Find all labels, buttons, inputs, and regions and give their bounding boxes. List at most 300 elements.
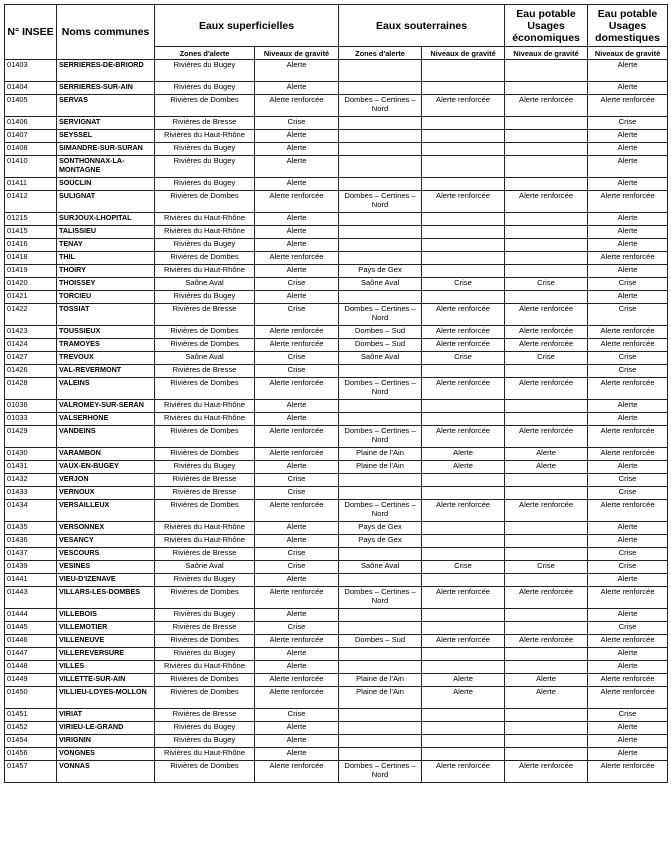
insee-cell: 01428 xyxy=(5,378,57,400)
zone-souterraine-cell: Saône Aval xyxy=(339,561,422,574)
table-row xyxy=(5,709,668,722)
niveau-economique-cell: Alerte renforcée xyxy=(505,500,588,522)
insee-cell: 01215 xyxy=(5,213,57,226)
niveau-souterraine-cell: Alerte renforcée xyxy=(422,761,505,783)
table-body xyxy=(5,60,668,783)
niveau-domestique-cell: Alerte xyxy=(588,82,668,95)
table-row xyxy=(5,400,668,413)
zone-superficielle-cell: Rivières de Dombes xyxy=(155,95,255,117)
table-row xyxy=(5,252,668,265)
insee-cell: 01415 xyxy=(5,226,57,239)
niveau-economique-cell: Alerte renforcée xyxy=(505,304,588,326)
zone-superficielle-cell: Rivières de Bresse xyxy=(155,117,255,130)
zone-souterraine-cell: Dombes – Certines – Nord xyxy=(339,378,422,400)
niveau-souterraine-cell xyxy=(422,413,505,426)
niveau-domestique-cell: Alerte renforcée xyxy=(588,252,668,265)
zone-superficielle-cell: Rivières du Bugey xyxy=(155,60,255,82)
niveau-superficielle-cell: Alerte xyxy=(255,461,339,474)
zone-souterraine-cell xyxy=(339,156,422,178)
niveau-domestique-cell: Alerte renforcée xyxy=(588,635,668,648)
zone-superficielle-cell: Rivières du Haut-Rhône xyxy=(155,130,255,143)
insee-cell: 01452 xyxy=(5,722,57,735)
table-row xyxy=(5,461,668,474)
niveau-souterraine-cell: Crise xyxy=(422,561,505,574)
commune-name-cell: TOUSSIEUX xyxy=(57,326,155,339)
niveau-domestique-cell: Alerte xyxy=(588,213,668,226)
niveau-economique-cell xyxy=(505,213,588,226)
zone-souterraine-cell: Pays de Gex xyxy=(339,522,422,535)
zone-souterraine-cell xyxy=(339,748,422,761)
niveau-souterraine-cell: Crise xyxy=(422,352,505,365)
drought-alert-table xyxy=(4,4,668,783)
niveau-superficielle-cell: Alerte xyxy=(255,735,339,748)
niveau-economique-cell: Alerte renforcée xyxy=(505,95,588,117)
commune-name-cell: VONGNES xyxy=(57,748,155,761)
niveau-economique-cell: Alerte xyxy=(505,687,588,709)
table-row xyxy=(5,574,668,587)
commune-name-cell: VARAMBON xyxy=(57,448,155,461)
zone-souterraine-cell xyxy=(339,130,422,143)
niveau-superficielle-cell: Alerte xyxy=(255,265,339,278)
niveau-souterraine-cell xyxy=(422,535,505,548)
commune-name-cell: SEYSSEL xyxy=(57,130,155,143)
zone-superficielle-cell: Rivières du Haut-Rhône xyxy=(155,226,255,239)
niveau-superficielle-cell: Alerte xyxy=(255,609,339,622)
niveau-superficielle-cell: Alerte xyxy=(255,413,339,426)
niveau-souterraine-cell xyxy=(422,574,505,587)
niveau-souterraine-cell: Alerte renforcée xyxy=(422,95,505,117)
header-eaux-superficielles: Eaux superficielles xyxy=(155,5,339,47)
niveau-superficielle-cell: Crise xyxy=(255,474,339,487)
niveau-economique-cell: Alerte renforcée xyxy=(505,339,588,352)
niveau-economique-cell xyxy=(505,709,588,722)
zone-superficielle-cell: Rivières de Dombes xyxy=(155,426,255,448)
document-page xyxy=(4,4,668,783)
table-row xyxy=(5,60,668,82)
zone-superficielle-cell: Rivières du Bugey xyxy=(155,178,255,191)
niveau-souterraine-cell: Alerte renforcée xyxy=(422,635,505,648)
zone-superficielle-cell: Rivières du Bugey xyxy=(155,156,255,178)
niveau-superficielle-cell: Alerte renforcée xyxy=(255,687,339,709)
niveau-souterraine-cell xyxy=(422,60,505,82)
niveau-souterraine-cell: Alerte renforcée xyxy=(422,191,505,213)
niveau-economique-cell xyxy=(505,226,588,239)
zone-superficielle-cell: Saône Aval xyxy=(155,352,255,365)
zone-souterraine-cell: Pays de Gex xyxy=(339,265,422,278)
header-eau-potable-domestiques: Eau potable Usages domestiques xyxy=(588,5,668,47)
niveau-souterraine-cell xyxy=(422,474,505,487)
commune-name-cell: VILLIEU-LOYES-MOLLON xyxy=(57,687,155,709)
zone-superficielle-cell: Rivières du Bugey xyxy=(155,574,255,587)
table-row xyxy=(5,339,668,352)
commune-name-cell: SERVAS xyxy=(57,95,155,117)
zone-superficielle-cell: Rivières du Bugey xyxy=(155,143,255,156)
insee-cell: 01407 xyxy=(5,130,57,143)
niveau-domestique-cell: Alerte renforcée xyxy=(588,761,668,783)
niveau-domestique-cell: Alerte xyxy=(588,291,668,304)
insee-cell: 01408 xyxy=(5,143,57,156)
commune-name-cell: VALROMEY-SUR-SERAN xyxy=(57,400,155,413)
zone-souterraine-cell: Dombes – Certines – Nord xyxy=(339,500,422,522)
zone-souterraine-cell: Plaine de l'Ain xyxy=(339,674,422,687)
niveau-souterraine-cell xyxy=(422,117,505,130)
niveau-souterraine-cell xyxy=(422,252,505,265)
header-communes: Noms communes xyxy=(57,5,155,60)
zone-souterraine-cell xyxy=(339,735,422,748)
zone-souterraine-cell xyxy=(339,574,422,587)
niveau-superficielle-cell: Alerte xyxy=(255,239,339,252)
insee-cell: 01446 xyxy=(5,635,57,648)
commune-name-cell: TOSSIAT xyxy=(57,304,155,326)
niveau-economique-cell: Alerte renforcée xyxy=(505,761,588,783)
niveau-economique-cell xyxy=(505,365,588,378)
niveau-economique-cell: Crise xyxy=(505,561,588,574)
commune-name-cell: THIL xyxy=(57,252,155,265)
zone-souterraine-cell: Dombes – Certines – Nord xyxy=(339,304,422,326)
niveau-economique-cell xyxy=(505,548,588,561)
zone-souterraine-cell: Dombes – Certines – Nord xyxy=(339,191,422,213)
zone-superficielle-cell: Rivières du Bugey xyxy=(155,291,255,304)
niveau-superficielle-cell: Alerte xyxy=(255,82,339,95)
niveau-domestique-cell: Alerte xyxy=(588,130,668,143)
niveau-domestique-cell: Alerte renforcée xyxy=(588,191,668,213)
table-row xyxy=(5,474,668,487)
commune-name-cell: VIEU-D'IZENAVE xyxy=(57,574,155,587)
niveau-superficielle-cell: Alerte renforcée xyxy=(255,95,339,117)
niveau-economique-cell xyxy=(505,735,588,748)
insee-cell: 01437 xyxy=(5,548,57,561)
niveau-superficielle-cell: Alerte xyxy=(255,574,339,587)
header-eaux-souterraines: Eaux souterraines xyxy=(339,5,505,47)
niveau-economique-cell xyxy=(505,178,588,191)
table-row xyxy=(5,95,668,117)
zone-superficielle-cell: Rivières du Bugey xyxy=(155,735,255,748)
niveau-economique-cell xyxy=(505,487,588,500)
insee-cell: 01036 xyxy=(5,400,57,413)
table-row xyxy=(5,191,668,213)
niveau-domestique-cell: Alerte renforcée xyxy=(588,500,668,522)
niveau-superficielle-cell: Crise xyxy=(255,365,339,378)
niveau-economique-cell xyxy=(505,648,588,661)
commune-name-cell: TENAY xyxy=(57,239,155,252)
table-row xyxy=(5,143,668,156)
insee-cell: 01420 xyxy=(5,278,57,291)
niveau-domestique-cell: Alerte xyxy=(588,400,668,413)
table-row xyxy=(5,448,668,461)
niveau-souterraine-cell xyxy=(422,522,505,535)
niveau-superficielle-cell: Alerte xyxy=(255,130,339,143)
niveau-economique-cell xyxy=(505,522,588,535)
niveau-domestique-cell: Alerte renforcée xyxy=(588,326,668,339)
insee-cell: 01410 xyxy=(5,156,57,178)
niveau-economique-cell: Alerte xyxy=(505,461,588,474)
niveau-superficielle-cell: Alerte xyxy=(255,400,339,413)
niveau-superficielle-cell: Crise xyxy=(255,487,339,500)
commune-name-cell: VILLARS-LES-DOMBES xyxy=(57,587,155,609)
zone-souterraine-cell xyxy=(339,178,422,191)
table-row xyxy=(5,326,668,339)
zone-superficielle-cell: Rivières de Dombes xyxy=(155,378,255,400)
commune-name-cell: TORCIEU xyxy=(57,291,155,304)
niveau-domestique-cell: Crise xyxy=(588,487,668,500)
table-row xyxy=(5,156,668,178)
niveau-souterraine-cell: Alerte renforcée xyxy=(422,378,505,400)
niveau-souterraine-cell xyxy=(422,487,505,500)
insee-cell: 01456 xyxy=(5,748,57,761)
niveau-domestique-cell: Alerte xyxy=(588,461,668,474)
niveau-superficielle-cell: Alerte renforcée xyxy=(255,326,339,339)
commune-name-cell: VERSONNEX xyxy=(57,522,155,535)
table-row xyxy=(5,761,668,783)
niveau-domestique-cell: Alerte xyxy=(588,748,668,761)
commune-name-cell: TALISSIEU xyxy=(57,226,155,239)
insee-cell: 01441 xyxy=(5,574,57,587)
niveau-domestique-cell: Crise xyxy=(588,622,668,635)
insee-cell: 01439 xyxy=(5,561,57,574)
niveau-domestique-cell: Crise xyxy=(588,365,668,378)
insee-cell: 01444 xyxy=(5,609,57,622)
zone-souterraine-cell: Saône Aval xyxy=(339,352,422,365)
zone-superficielle-cell: Rivières du Haut-Rhône xyxy=(155,400,255,413)
niveau-economique-cell xyxy=(505,60,588,82)
niveau-economique-cell xyxy=(505,535,588,548)
zone-superficielle-cell: Rivières du Bugey xyxy=(155,461,255,474)
zone-superficielle-cell: Rivières de Dombes xyxy=(155,587,255,609)
commune-name-cell: VALEINS xyxy=(57,378,155,400)
table-row xyxy=(5,117,668,130)
niveau-domestique-cell: Alerte xyxy=(588,226,668,239)
commune-name-cell: SIMANDRE-SUR-SURAN xyxy=(57,143,155,156)
niveau-domestique-cell: Crise xyxy=(588,352,668,365)
zone-souterraine-cell: Dombes – Sud xyxy=(339,326,422,339)
table-row xyxy=(5,226,668,239)
niveau-souterraine-cell xyxy=(422,156,505,178)
niveau-economique-cell xyxy=(505,574,588,587)
insee-cell: 01426 xyxy=(5,365,57,378)
zone-superficielle-cell: Rivières du Haut-Rhône xyxy=(155,535,255,548)
zone-souterraine-cell xyxy=(339,60,422,82)
table-row xyxy=(5,500,668,522)
commune-name-cell: VILLEREVERSURE xyxy=(57,648,155,661)
insee-cell: 01436 xyxy=(5,535,57,548)
insee-cell: 01433 xyxy=(5,487,57,500)
niveau-souterraine-cell xyxy=(422,213,505,226)
zone-superficielle-cell: Saône Aval xyxy=(155,561,255,574)
niveau-souterraine-cell xyxy=(422,648,505,661)
table-row xyxy=(5,239,668,252)
niveau-economique-cell: Alerte renforcée xyxy=(505,635,588,648)
table-row xyxy=(5,426,668,448)
zone-souterraine-cell: Dombes – Certines – Nord xyxy=(339,95,422,117)
niveau-domestique-cell: Crise xyxy=(588,548,668,561)
table-row xyxy=(5,304,668,326)
niveau-superficielle-cell: Alerte xyxy=(255,722,339,735)
insee-cell: 01445 xyxy=(5,622,57,635)
commune-name-cell: VILLEBOIS xyxy=(57,609,155,622)
niveau-superficielle-cell: Crise xyxy=(255,548,339,561)
niveau-economique-cell xyxy=(505,722,588,735)
zone-superficielle-cell: Rivières du Bugey xyxy=(155,609,255,622)
zone-superficielle-cell: Rivières de Dombes xyxy=(155,674,255,687)
niveau-souterraine-cell xyxy=(422,178,505,191)
niveau-economique-cell xyxy=(505,130,588,143)
niveau-domestique-cell: Alerte xyxy=(588,648,668,661)
zone-superficielle-cell: Rivières de Bresse xyxy=(155,474,255,487)
niveau-superficielle-cell: Alerte renforcée xyxy=(255,426,339,448)
niveau-souterraine-cell: Alerte renforcée xyxy=(422,326,505,339)
commune-name-cell: VERJON xyxy=(57,474,155,487)
table-row xyxy=(5,609,668,622)
zone-superficielle-cell: Rivières de Bresse xyxy=(155,548,255,561)
subheader-zones-souterraines: Zones d'alerte xyxy=(339,47,422,60)
commune-name-cell: THOIRY xyxy=(57,265,155,278)
niveau-domestique-cell: Crise xyxy=(588,117,668,130)
niveau-superficielle-cell: Crise xyxy=(255,561,339,574)
table-row xyxy=(5,378,668,400)
insee-cell: 01404 xyxy=(5,82,57,95)
insee-cell: 01430 xyxy=(5,448,57,461)
niveau-superficielle-cell: Alerte xyxy=(255,156,339,178)
niveau-domestique-cell: Alerte xyxy=(588,522,668,535)
commune-name-cell: SERVIGNAT xyxy=(57,117,155,130)
table-row xyxy=(5,622,668,635)
niveau-souterraine-cell xyxy=(422,400,505,413)
zone-superficielle-cell: Rivières de Dombes xyxy=(155,448,255,461)
table-row xyxy=(5,635,668,648)
niveau-souterraine-cell xyxy=(422,265,505,278)
niveau-domestique-cell: Alerte xyxy=(588,265,668,278)
zone-souterraine-cell: Dombes – Certines – Nord xyxy=(339,761,422,783)
table-row xyxy=(5,748,668,761)
subheader-zones-superficielles: Zones d'alerte xyxy=(155,47,255,60)
commune-name-cell: VESANCY xyxy=(57,535,155,548)
niveau-superficielle-cell: Alerte renforcée xyxy=(255,674,339,687)
zone-souterraine-cell xyxy=(339,661,422,674)
niveau-souterraine-cell xyxy=(422,609,505,622)
niveau-domestique-cell: Crise xyxy=(588,278,668,291)
table-row xyxy=(5,130,668,143)
niveau-economique-cell xyxy=(505,661,588,674)
niveau-domestique-cell: Alerte xyxy=(588,574,668,587)
niveau-souterraine-cell: Alerte xyxy=(422,674,505,687)
commune-name-cell: VIRIGNIN xyxy=(57,735,155,748)
commune-name-cell: VAUX-EN-BUGEY xyxy=(57,461,155,474)
commune-name-cell: VERSAILLEUX xyxy=(57,500,155,522)
niveau-souterraine-cell xyxy=(422,365,505,378)
commune-name-cell: TREVOUX xyxy=(57,352,155,365)
niveau-economique-cell xyxy=(505,291,588,304)
table-row xyxy=(5,82,668,95)
zone-superficielle-cell: Rivières de Dombes xyxy=(155,339,255,352)
niveau-economique-cell: Alerte renforcée xyxy=(505,378,588,400)
table-row xyxy=(5,661,668,674)
niveau-superficielle-cell: Alerte xyxy=(255,661,339,674)
niveau-domestique-cell: Alerte renforcée xyxy=(588,687,668,709)
niveau-economique-cell: Alerte renforcée xyxy=(505,191,588,213)
zone-superficielle-cell: Rivières de Bresse xyxy=(155,487,255,500)
table-row xyxy=(5,648,668,661)
zone-souterraine-cell xyxy=(339,474,422,487)
table-row xyxy=(5,535,668,548)
zone-superficielle-cell: Rivières de Dombes xyxy=(155,500,255,522)
niveau-superficielle-cell: Alerte xyxy=(255,748,339,761)
niveau-superficielle-cell: Alerte xyxy=(255,522,339,535)
niveau-economique-cell: Alerte renforcée xyxy=(505,326,588,339)
commune-name-cell: VESCOURS xyxy=(57,548,155,561)
table-row xyxy=(5,413,668,426)
niveau-superficielle-cell: Crise xyxy=(255,352,339,365)
niveau-souterraine-cell xyxy=(422,239,505,252)
insee-cell: 01418 xyxy=(5,252,57,265)
table-row xyxy=(5,522,668,535)
insee-cell: 01432 xyxy=(5,474,57,487)
table-row xyxy=(5,674,668,687)
niveau-superficielle-cell: Alerte renforcée xyxy=(255,587,339,609)
niveau-superficielle-cell: Alerte renforcée xyxy=(255,378,339,400)
niveau-souterraine-cell xyxy=(422,661,505,674)
table-row xyxy=(5,722,668,735)
table-row xyxy=(5,352,668,365)
zone-souterraine-cell xyxy=(339,413,422,426)
zone-souterraine-cell: Dombes – Certines – Nord xyxy=(339,587,422,609)
insee-cell: 01427 xyxy=(5,352,57,365)
niveau-domestique-cell: Alerte xyxy=(588,661,668,674)
commune-name-cell: VILLETTE-SUR-AIN xyxy=(57,674,155,687)
niveau-domestique-cell: Alerte xyxy=(588,413,668,426)
insee-cell: 01033 xyxy=(5,413,57,426)
zone-souterraine-cell xyxy=(339,239,422,252)
zone-souterraine-cell xyxy=(339,226,422,239)
niveau-domestique-cell: Alerte xyxy=(588,178,668,191)
zone-souterraine-cell: Plaine de l'Ain xyxy=(339,687,422,709)
niveau-economique-cell xyxy=(505,117,588,130)
niveau-economique-cell xyxy=(505,143,588,156)
niveau-souterraine-cell xyxy=(422,722,505,735)
zone-souterraine-cell xyxy=(339,709,422,722)
commune-name-cell: SURJOUX-LHOPITAL xyxy=(57,213,155,226)
header-eau-potable-economiques: Eau potable Usages économiques xyxy=(505,5,588,47)
commune-name-cell: VANDEINS xyxy=(57,426,155,448)
niveau-domestique-cell: Alerte xyxy=(588,722,668,735)
subheader-niveaux-superficielles: Niveaux de gravité xyxy=(255,47,339,60)
commune-name-cell: THOISSEY xyxy=(57,278,155,291)
niveau-economique-cell xyxy=(505,622,588,635)
niveau-domestique-cell: Alerte renforcée xyxy=(588,378,668,400)
subheader-niveaux-economiques: Niveaux de gravité xyxy=(505,47,588,60)
niveau-superficielle-cell: Alerte renforcée xyxy=(255,635,339,648)
niveau-superficielle-cell: Alerte xyxy=(255,60,339,82)
zone-superficielle-cell: Rivières de Bresse xyxy=(155,365,255,378)
niveau-souterraine-cell: Alerte renforcée xyxy=(422,304,505,326)
insee-cell: 01429 xyxy=(5,426,57,448)
commune-name-cell: SONTHONNAX-LA-MONTAGNE xyxy=(57,156,155,178)
zone-superficielle-cell: Rivières de Dombes xyxy=(155,191,255,213)
table-row xyxy=(5,178,668,191)
niveau-economique-cell xyxy=(505,748,588,761)
insee-cell: 01416 xyxy=(5,239,57,252)
niveau-souterraine-cell xyxy=(422,709,505,722)
table-row xyxy=(5,278,668,291)
niveau-economique-cell xyxy=(505,82,588,95)
commune-name-cell: VIRIAT xyxy=(57,709,155,722)
zone-souterraine-cell xyxy=(339,82,422,95)
niveau-domestique-cell: Crise xyxy=(588,709,668,722)
commune-name-cell: SERRIERES-DE-BRIORD xyxy=(57,60,155,82)
zone-superficielle-cell: Rivières de Bresse xyxy=(155,709,255,722)
insee-cell: 01423 xyxy=(5,326,57,339)
insee-cell: 01435 xyxy=(5,522,57,535)
table-row xyxy=(5,213,668,226)
